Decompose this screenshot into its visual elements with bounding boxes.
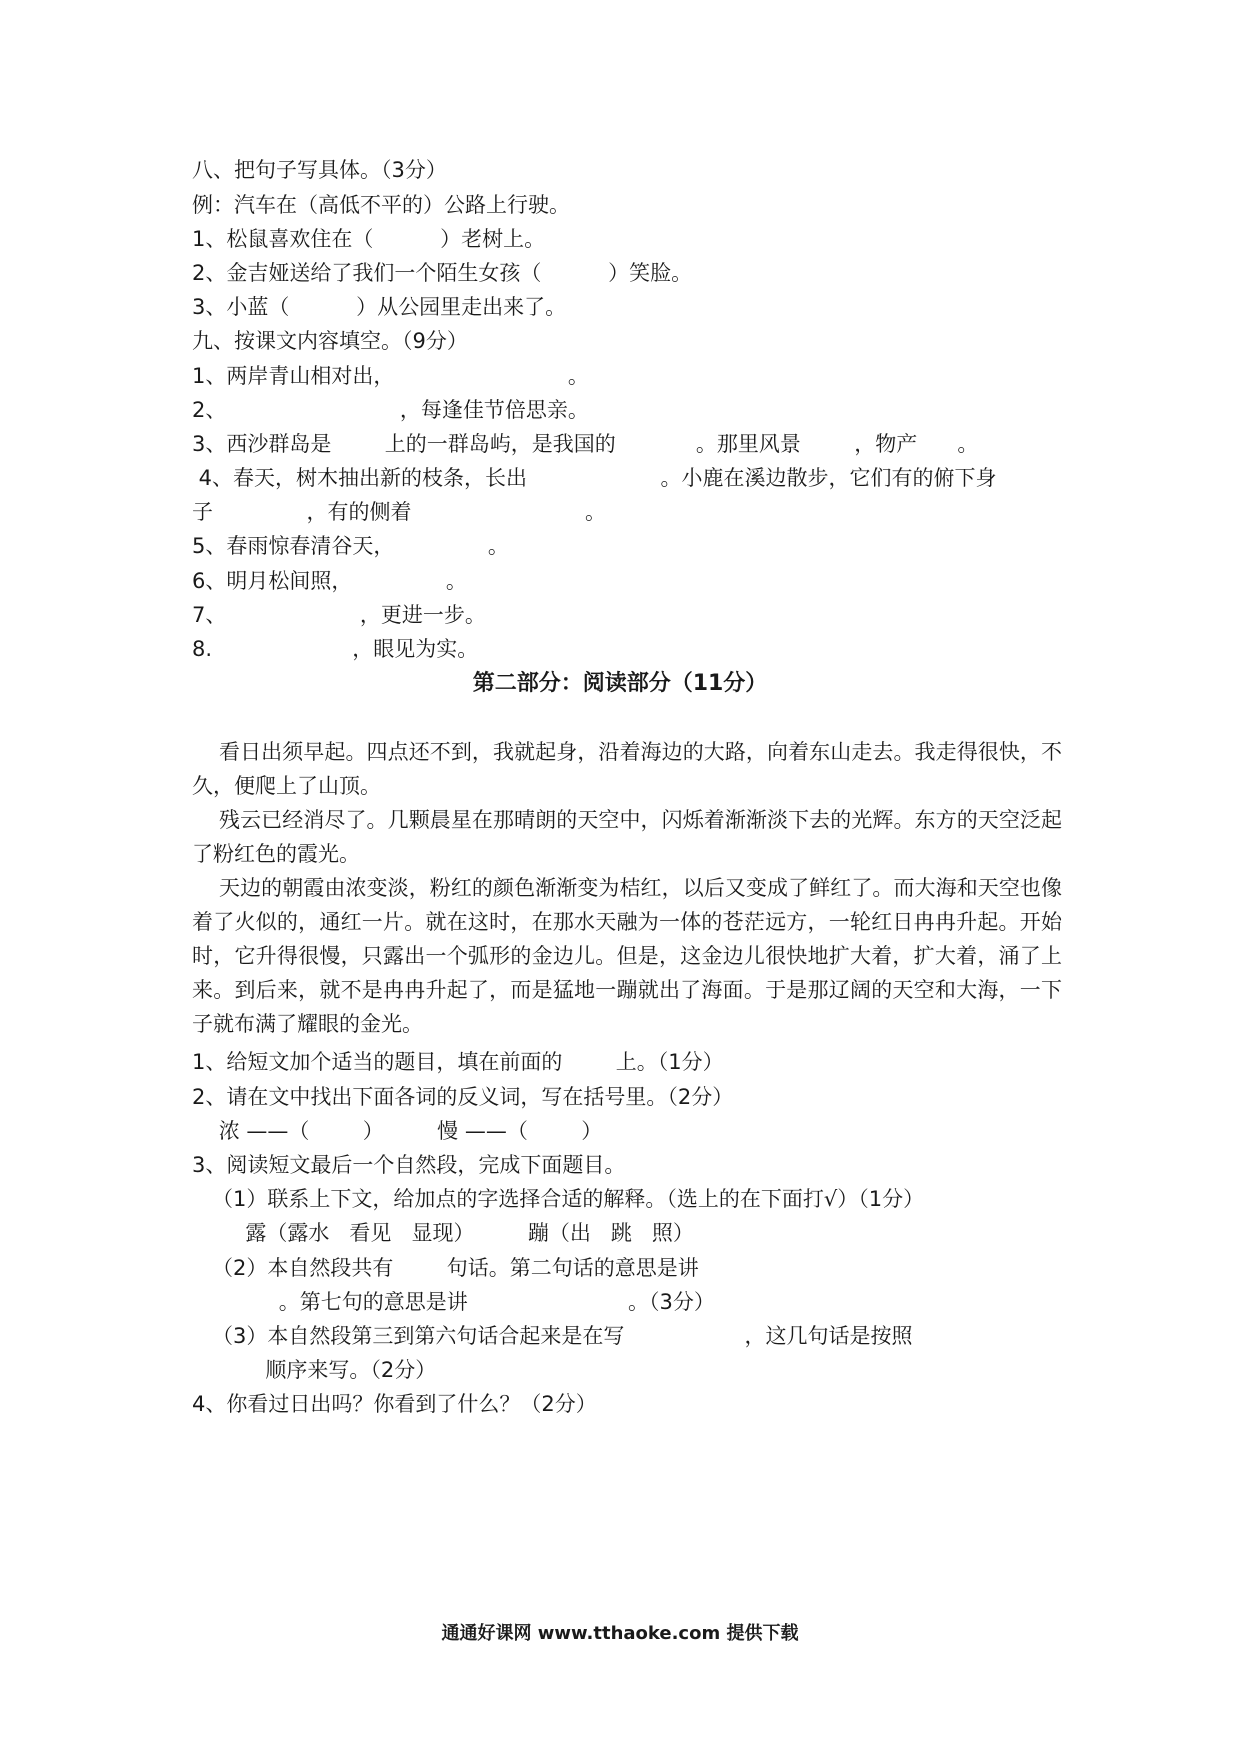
reading-question-4: 4、你看过日出吗？你看到了什么？（2分） xyxy=(192,1392,597,1416)
reading-question-2: 2、请在文中找出下面各词的反义词，写在括号里。（2分） xyxy=(192,1085,734,1109)
q9-item-1: 1、两岸青山相对出， 。 xyxy=(192,364,589,388)
q9-item-5: 5、春雨惊春清谷天， 。 xyxy=(192,534,509,558)
sub-question-3: （3）本自然段第三到第六句话合起来是在写 ，这几句话是按照 xyxy=(192,1324,913,1348)
reading-question-1: 1、给短文加个适当的题目，填在前面的 上。（1分） xyxy=(192,1050,724,1074)
q8-example: 例：汽车在（高低不平的）公路上行驶。 xyxy=(192,193,570,217)
passage-paragraph-2: 残云已经消尽了。几颗晨星在那晴朗的天空中，闪烁着渐渐淡下去的光辉。东方的天空泛起了粉红色的霞光。 xyxy=(192,808,1063,866)
q8-item-3: 3、小蓝（ ）从公园里走出来了。 xyxy=(192,295,567,319)
q9-item-3: 3、西沙群岛是 上的一群岛屿，是我国的 。那里风景 ，物产 。 xyxy=(192,432,979,456)
antonym-row: 浓 ——（ ） 慢 ——（ ） xyxy=(192,1119,603,1143)
sub-question-2-cont: 。第七句的意思是讲 。（3分） xyxy=(192,1290,715,1314)
reading-question-3: 3、阅读短文最后一个自然段，完成下面题目。 xyxy=(192,1153,626,1177)
sub-question-3-cont: 顺序来写。（2分） xyxy=(192,1358,437,1382)
sub-question-2: （2）本自然段共有 句话。第二句话的意思是讲 xyxy=(192,1256,699,1280)
q9-heading: 九、按课文内容填空。（9分） xyxy=(192,329,468,353)
footer-source: 通通好课网 www.tthaoke.com 提供下载 xyxy=(441,1623,799,1644)
sub-question-1: （1）联系上下文，给加点的字选择合适的解释。（选上的在下面打√）（1分） xyxy=(192,1187,925,1211)
q9-item-2: 2、 ，每逢佳节倍思亲。 xyxy=(192,398,589,422)
q9-item-7: 7、 ，更进一步。 xyxy=(192,603,486,627)
sub-question-1-options: 露（露水 看见 显现） 蹦（出 跳 照） xyxy=(192,1221,694,1245)
passage-paragraph-3: 天边的朝霞由浓变淡，粉红的颜色渐渐变为桔红，以后又变成了鲜红了。而大海和天空也像着了火似的，通红一片。就在这时，在那水天融为一体的苍茫远方，一轮红日冉冉升起。开始时，它升得很慢，只露出一个弧形的金边儿。但是，这金边儿很快地扩大着，扩大着，涌了上来。到后来，就不是冉冉升起了，而是猛地一蹦就出了海面。于是那辽阔的天空和大海，一下子就布满了耀眼的金光。 xyxy=(192,876,1063,1036)
q8-heading: 八、把句子写具体。（3分） xyxy=(192,158,447,182)
q8-item-2: 2、金吉娅送给了我们一个陌生女孩（ ）笑脸。 xyxy=(192,261,693,285)
q9-item-4: 4、春天，树木抽出新的枝条，长出 。小鹿在溪边散步，它们有的俯下身 xyxy=(192,466,997,490)
q8-item-1: 1、松鼠喜欢住在（ ）老树上。 xyxy=(192,227,546,251)
q9-item-4-cont: 子 ，有的侧着 。 xyxy=(192,500,607,524)
passage-paragraph-1: 看日出须早起。四点还不到，我就起身，沿着海边的大路，向着东山走去。我走得很快，不久，便爬上了山顶。 xyxy=(192,740,1063,798)
q9-item-6: 6、明月松间照， 。 xyxy=(192,569,467,593)
part2-title: 第二部分：阅读部分（11分） xyxy=(472,671,768,696)
q9-item-8: 8. ，眼见为实。 xyxy=(192,637,479,661)
